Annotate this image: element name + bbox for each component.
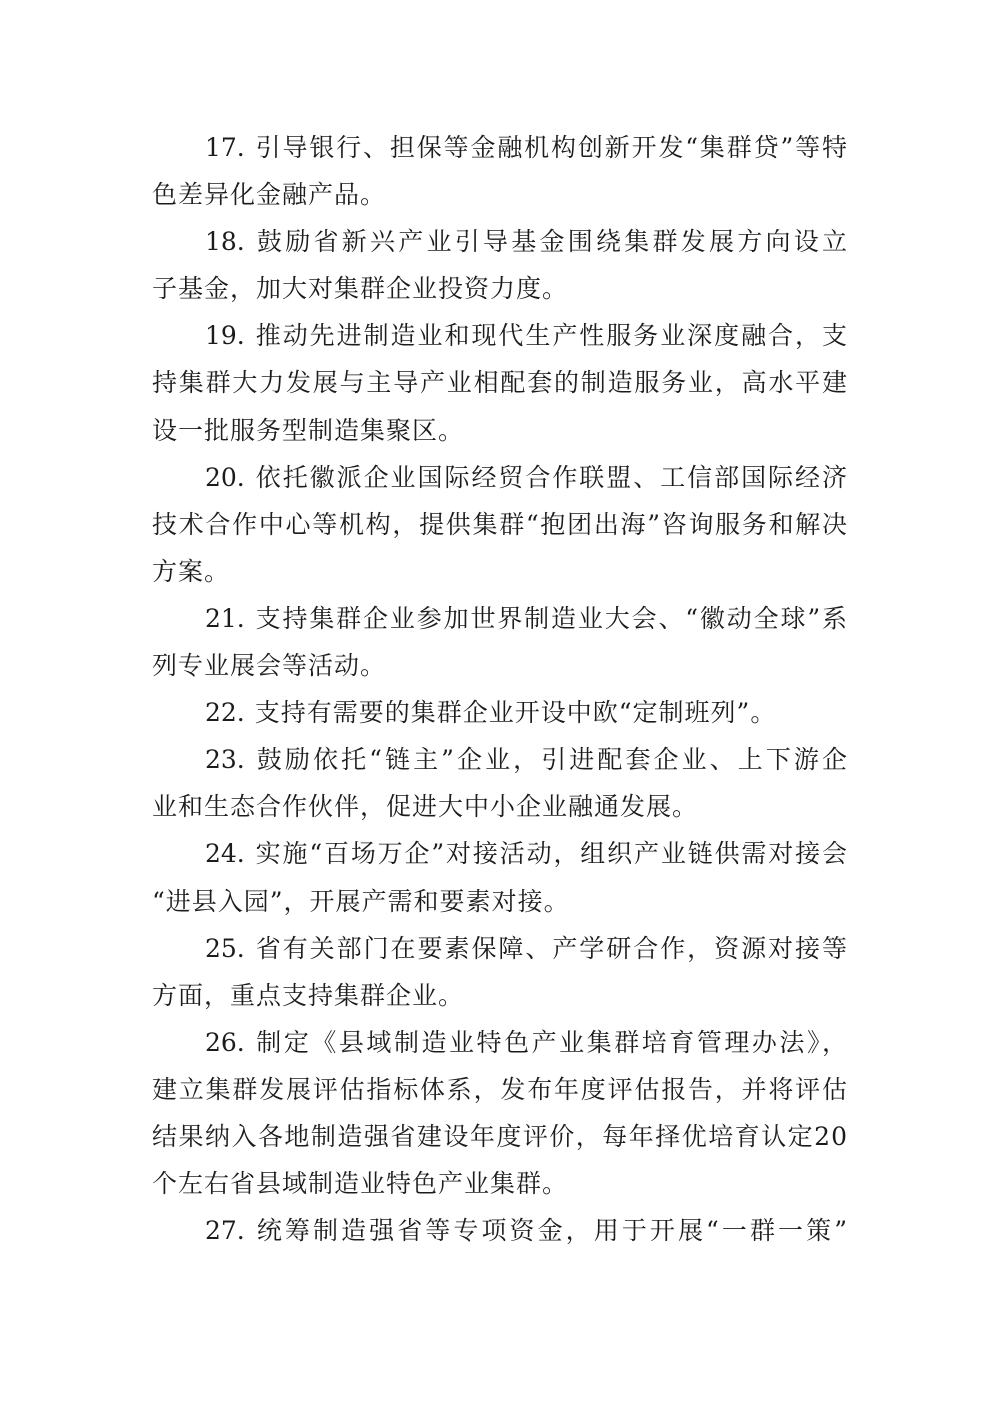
paragraph-line: 设一批服务型制造集聚区。	[152, 415, 465, 445]
paragraph-first-line	[152, 595, 848, 642]
paragraph-line: 持集群大力发展与主导产业相配套的制造服务业，高水平建	[152, 368, 848, 398]
paragraph-18	[152, 218, 848, 312]
line-text: 支持有需要的集群企业开设中欧“定制班列”。	[254, 698, 777, 728]
paragraph-line: 子基金，加大对集群企业投资力度。	[152, 274, 569, 304]
document-body	[152, 124, 848, 1254]
paragraph-line: 列专业展会等活动。	[152, 651, 387, 681]
paragraph-line: 业和生态合作伙伴，促进大中小企业融通发展。	[152, 792, 699, 822]
line-text: 依托徽派企业国际经贸合作联盟、工信部国际经济	[254, 462, 848, 492]
paragraph-first-line	[152, 312, 848, 359]
item-number: 24.	[205, 839, 245, 869]
paragraph-line: 建立集群发展评估指标体系，发布年度评估报告，并将评估	[152, 1074, 848, 1104]
item-number: 27.	[205, 1216, 245, 1246]
paragraph-first-line	[152, 736, 848, 783]
item-number: 19.	[205, 321, 245, 351]
item-number: 17.	[205, 133, 245, 162]
paragraph-first-line	[152, 454, 848, 501]
item-number: 23.	[205, 745, 245, 775]
line-text: 引导银行、担保等金融机构创新开发“集群贷”等特	[254, 133, 848, 162]
line-text: 统筹制造强省等专项资金，用于开展“一群一策”	[254, 1216, 848, 1246]
paragraph-26	[152, 1019, 848, 1207]
paragraph-first-line	[152, 689, 848, 736]
item-number: 26.	[205, 1027, 245, 1057]
paragraph-17	[152, 124, 848, 218]
line-text: 制定《县域制造业特色产业集群培育管理办法》，	[254, 1027, 848, 1057]
paragraph-first-line	[152, 124, 848, 171]
paragraph-line: 色差异化金融产品。	[152, 180, 387, 210]
paragraph-22	[152, 689, 848, 736]
line-text: 鼓励依托“链主”企业，引进配套企业、上下游企	[254, 745, 848, 775]
paragraph-19	[152, 312, 848, 453]
paragraph-first-line	[152, 830, 848, 877]
paragraph-25	[152, 925, 848, 1019]
item-number: 20.	[205, 462, 245, 492]
paragraph-first-line	[152, 1207, 848, 1254]
paragraph-first-line	[152, 1019, 848, 1066]
paragraph-first-line	[152, 925, 848, 972]
line-text: 实施“百场万企”对接活动，组织产业链供需对接会	[254, 839, 848, 869]
line-text: 省有关部门在要素保障、产学研合作，资源对接等	[254, 933, 848, 963]
paragraph-line: 方案。	[152, 556, 231, 586]
line-text: 推动先进制造业和现代生产性服务业深度融合，支	[254, 321, 848, 351]
line-text: 支持集群企业参加世界制造业大会、“徽动全球”系	[254, 603, 848, 633]
paragraph-line: “进县入园”，开展产需和要素对接。	[152, 886, 570, 916]
item-number: 22.	[205, 698, 245, 728]
item-number: 25.	[205, 933, 245, 963]
paragraph-23	[152, 736, 848, 830]
paragraph-first-line	[152, 218, 848, 265]
paragraph-20	[152, 454, 848, 595]
paragraph-line: 结果纳入各地制造强省建设年度评价，每年择优培育认定20	[152, 1121, 848, 1151]
paragraph-line: 方面，重点支持集群企业。	[152, 980, 465, 1010]
item-number: 21.	[205, 603, 245, 633]
paragraph-21	[152, 595, 848, 689]
paragraph-line: 个左右省县域制造业特色产业集群。	[152, 1169, 569, 1199]
paragraph-24	[152, 830, 848, 924]
item-number: 18.	[205, 227, 245, 257]
line-text: 鼓励省新兴产业引导基金围绕集群发展方向设立	[254, 227, 848, 257]
paragraph-27	[152, 1207, 848, 1254]
paragraph-line: 技术合作中心等机构，提供集群“抱团出海”咨询服务和解决	[152, 509, 848, 539]
